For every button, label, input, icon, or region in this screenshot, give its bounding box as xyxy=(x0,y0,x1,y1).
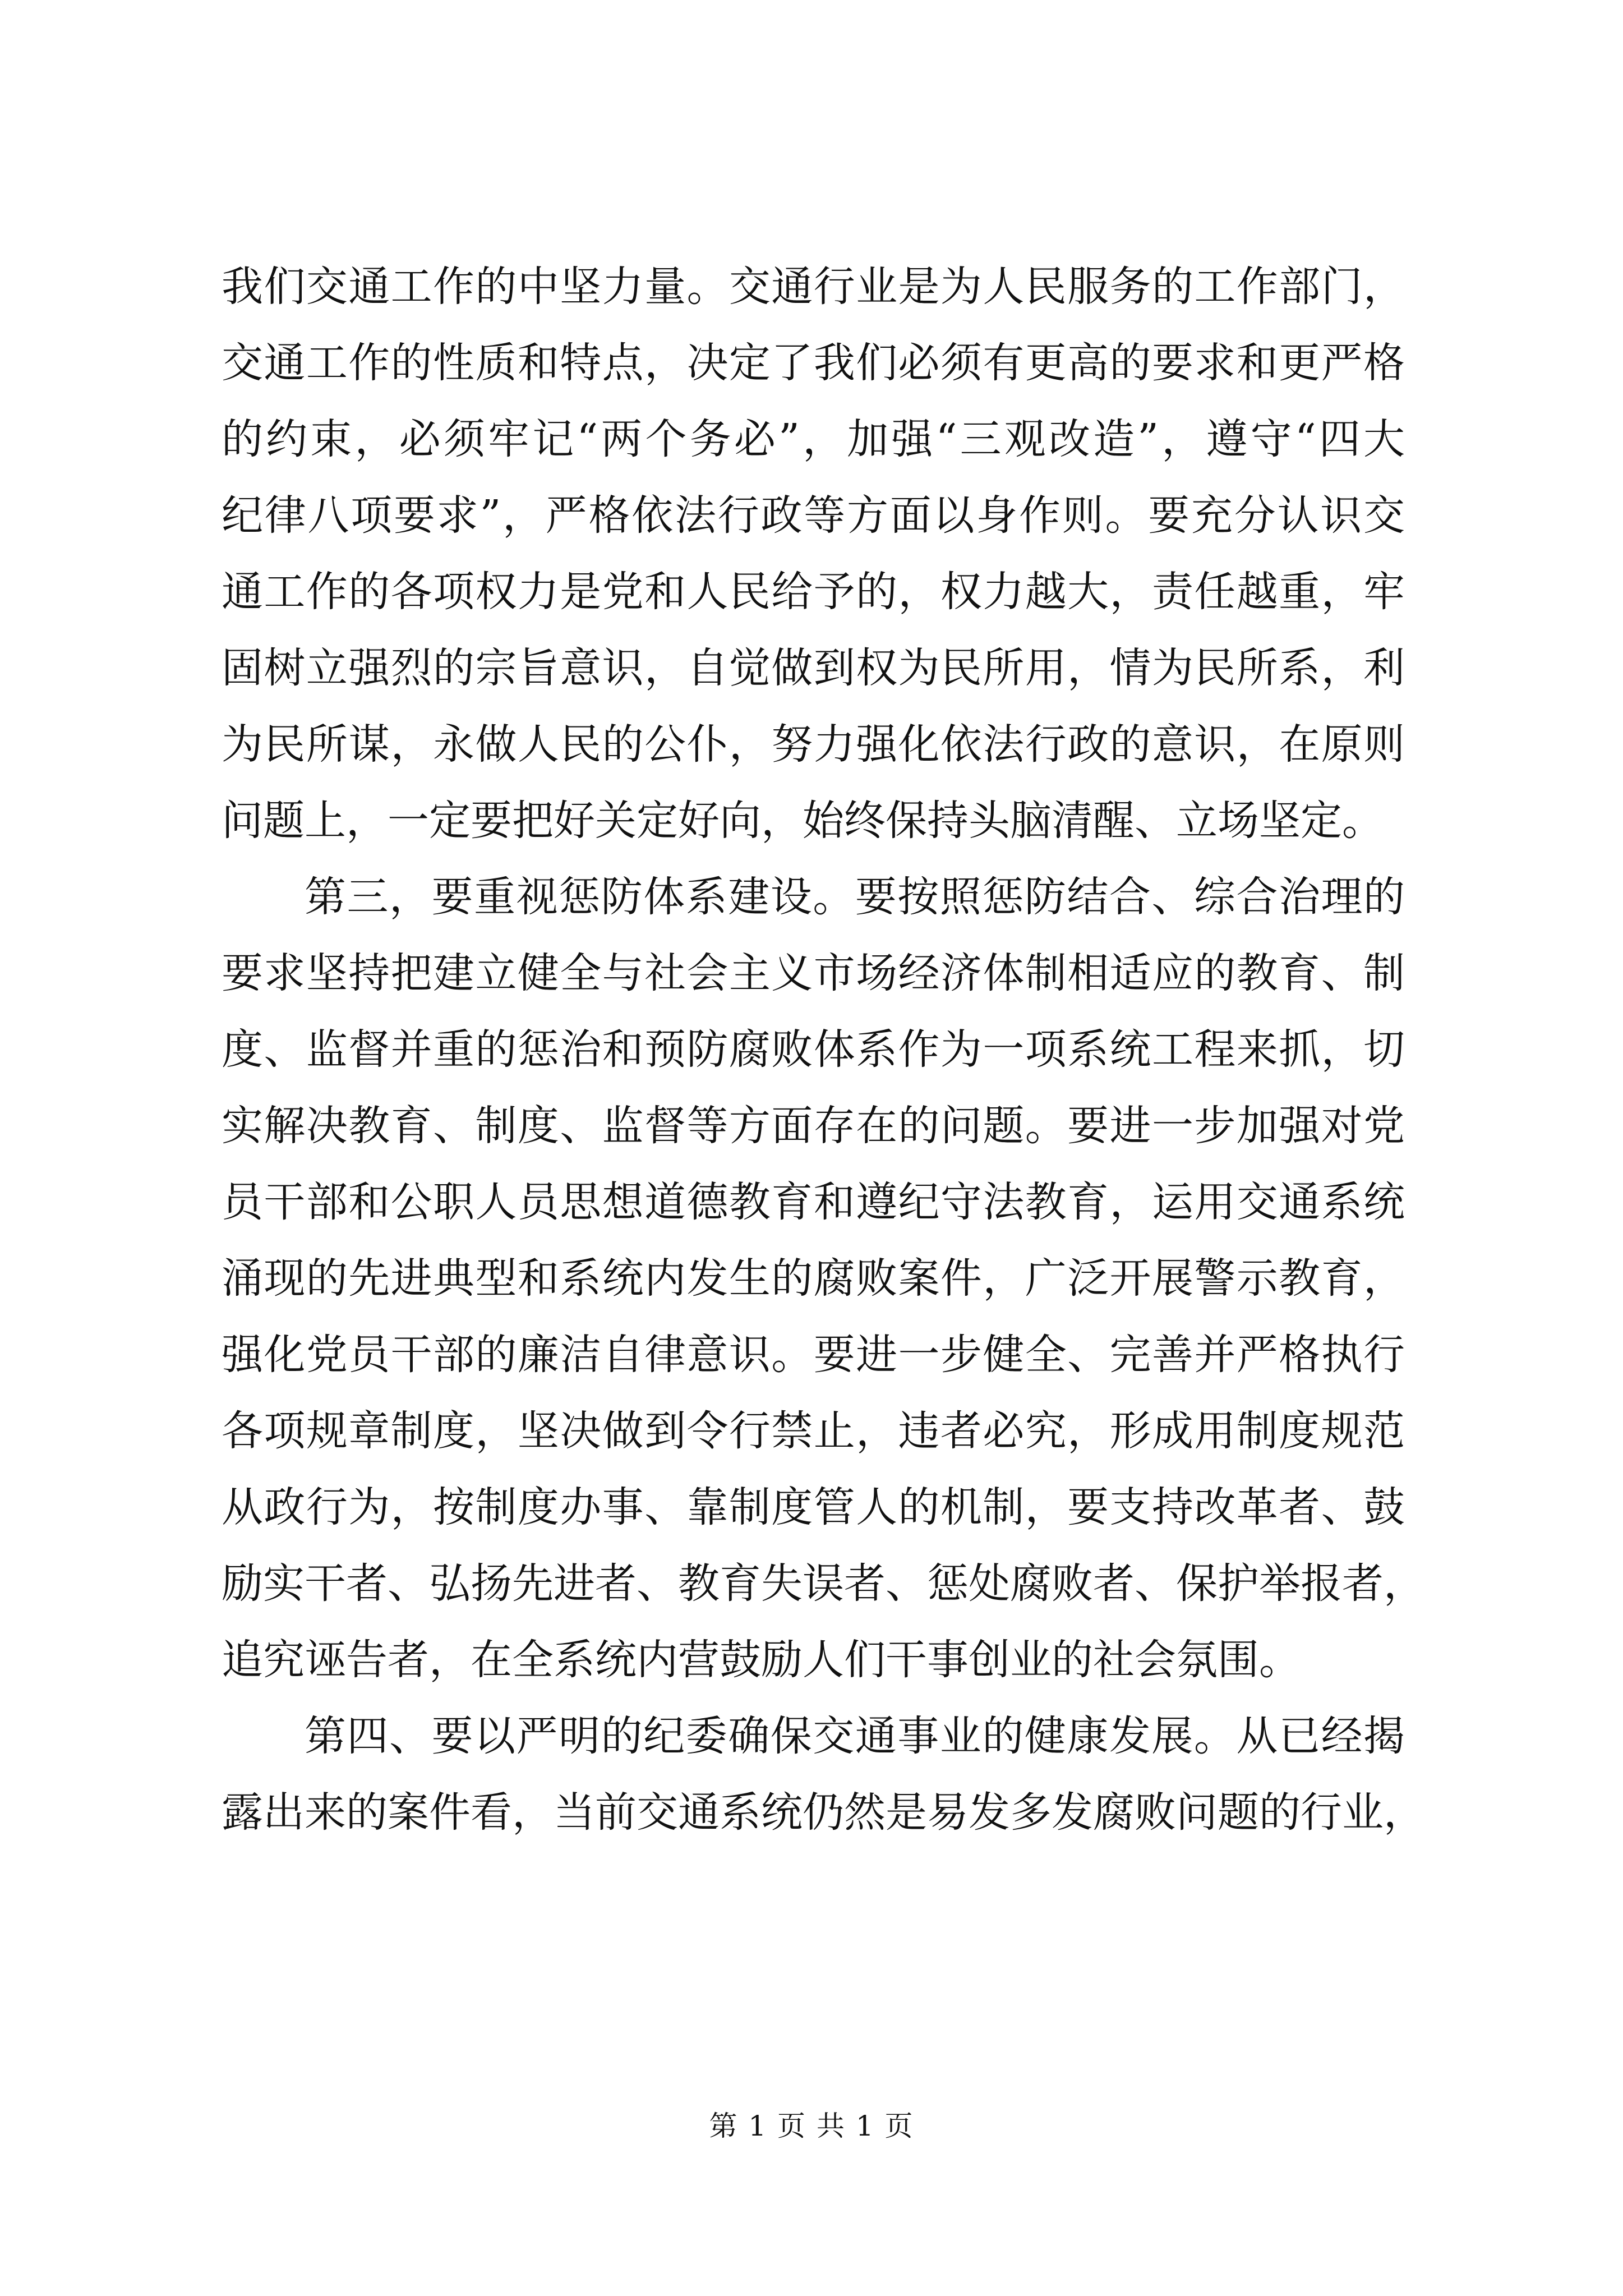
text-line: 各项规章制度，坚决做到令行禁止，违者必究，形成用制度规范 xyxy=(222,1407,1405,1455)
text-line: 固树立强烈的宗旨意识，自觉做到权为民所用，情为民所系，利 xyxy=(222,644,1405,692)
text-line: 员干部和公职人员思想道德教育和遵纪守法教育，运用交通系统 xyxy=(222,1178,1405,1226)
paragraph-first-line: 第四、要以严明的纪委确保交通事业的健康发展。从已经揭 xyxy=(305,1712,1405,1760)
text-line: 追究诬告者，在全系统内营鼓励人们干事创业的社会氛围。 xyxy=(222,1636,1301,1684)
text-line: 交通工作的性质和特点，决定了我们必须有更高的要求和更严格 xyxy=(222,339,1405,387)
text-line: 从政行为，按制度办事、靠制度管人的机制，要支持改革者、鼓 xyxy=(222,1483,1405,1531)
text-line: 要求坚持把建立健全与社会主义市场经济体制相适应的教育、制 xyxy=(222,949,1405,997)
text-line: 强化党员干部的廉洁自律意识。要进一步健全、完善并严格执行 xyxy=(222,1331,1405,1379)
text-line: 度、监督并重的惩治和预防腐败体系作为一项系统工程来抓，切 xyxy=(222,1025,1405,1074)
paragraph-first-line: 第三，要重视惩防体系建设。要按照惩防结合、综合治理的 xyxy=(305,873,1405,921)
text-line: 问题上，一定要把好关定好向，始终保持头脑清醒、立场坚定。 xyxy=(222,797,1384,845)
text-line: 励实干者、弘扬先进者、教育失误者、惩处腐败者、保护举报者， xyxy=(222,1559,1425,1608)
text-line: 涌现的先进典型和系统内发生的腐败案件，广泛开展警示教育， xyxy=(222,1254,1405,1303)
page-footer: 第 1 页 共 1 页 xyxy=(709,2110,914,2142)
text-line: 纪律八项要求”，严格依法行政等方面以身作则。要充分认识交 xyxy=(222,491,1405,540)
text-line: 我们交通工作的中坚力量。交通行业是为人民服务的工作部门， xyxy=(222,263,1405,311)
document-body xyxy=(222,249,1425,1851)
text-line: 的约束，必须牢记“两个务必”，加强“三观改造”，遵守“四大 xyxy=(222,415,1405,463)
text-line: 为民所谋，永做人民的公仆，努力强化依法行政的意识，在原则 xyxy=(222,720,1405,769)
text-line: 露出来的案件看，当前交通系统仍然是易发多发腐败问题的行业， xyxy=(222,1788,1425,1837)
text-line: 实解决教育、制度、监督等方面存在的问题。要进一步加强对党 xyxy=(222,1102,1405,1150)
text-line: 通工作的各项权力是党和人民给予的，权力越大，责任越重，牢 xyxy=(222,568,1405,616)
